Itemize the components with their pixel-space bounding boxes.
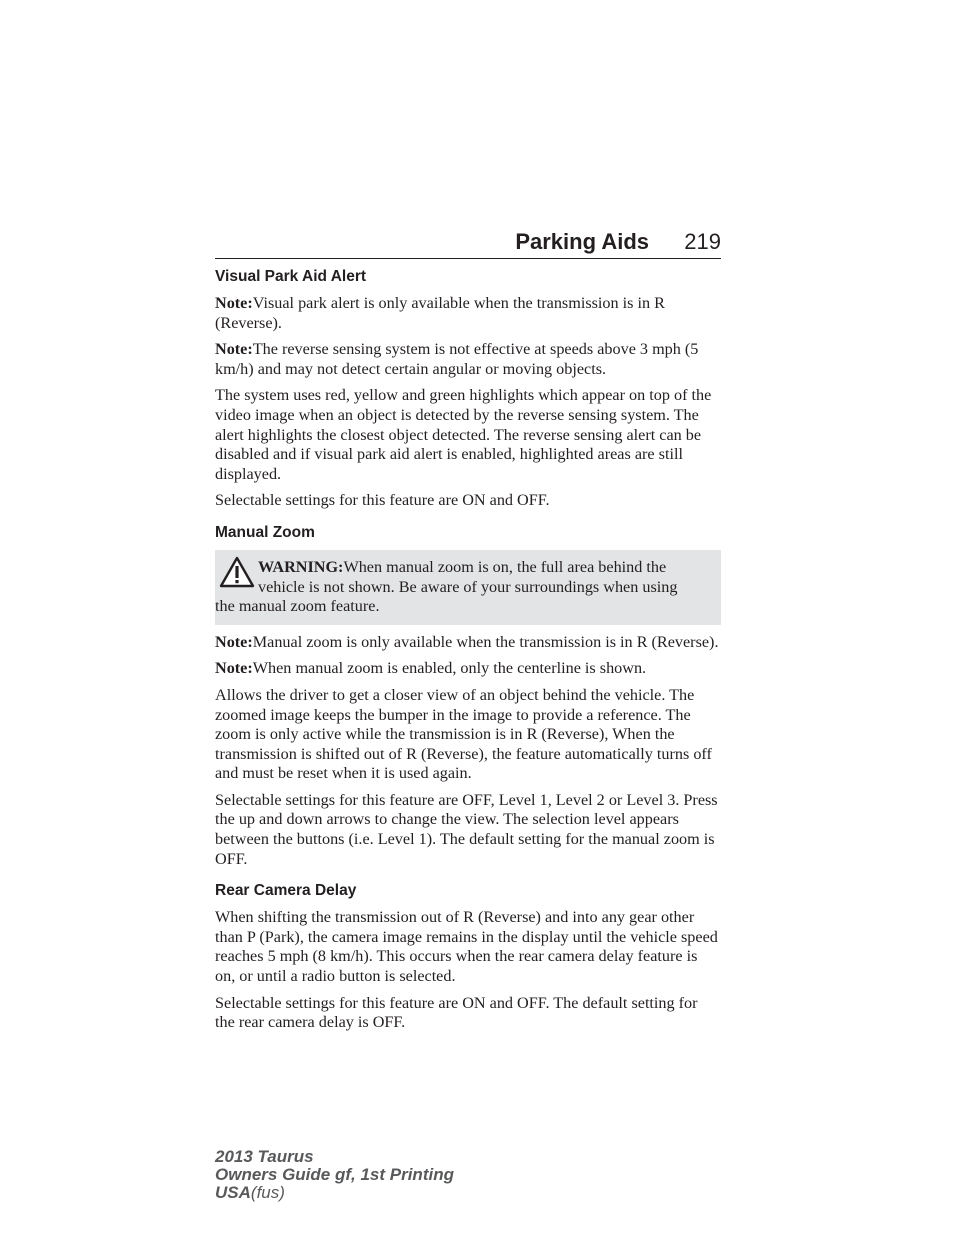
warning-line: vehicle is not shown. Be aware of your surroundings when using xyxy=(258,577,678,596)
page-content xyxy=(215,266,721,1040)
page-header xyxy=(215,228,721,259)
note-text: Visual park alert is only available when the transmission is in R (Reverse). xyxy=(215,294,665,332)
body-paragraph: When shifting the transmission out of R (Reverse) and into any gear other than P (Park), the camera image remains in the display until the vehicle speed reaches 5 mph (8 km/h). This occurs when the rear camera delay feature is on, or until a radio button is selected. xyxy=(215,908,718,986)
note-paragraph xyxy=(215,633,721,653)
footer-line: Owners Guide gf, 1st Printing xyxy=(215,1165,454,1184)
warning-line xyxy=(215,558,715,578)
page-number: 219 xyxy=(684,229,721,254)
warning-triangle-icon xyxy=(219,556,255,588)
note-label: Note: xyxy=(215,294,253,312)
page-footer xyxy=(215,1148,454,1202)
note-paragraph xyxy=(215,340,721,379)
note-paragraph xyxy=(215,294,721,333)
warning-line: the manual zoom feature. xyxy=(215,597,380,616)
warning-label: WARNING: xyxy=(258,557,344,576)
note-text: Manual zoom is only available when the transmission is in R (Reverse). xyxy=(252,632,719,651)
warning-text: When manual zoom is on, the full area behind the xyxy=(343,557,667,576)
section-title: Parking Aids xyxy=(515,229,649,254)
note-paragraph xyxy=(215,659,721,679)
footer-region: USA xyxy=(215,1183,251,1202)
footer-line: 2013 Taurus xyxy=(215,1147,314,1166)
body-paragraph: Selectable settings for this feature are OFF, Level 1, Level 2 or Level 3. Press the up and down arrows to change the view. The selection level appears between the buttons (i.e. Level 1). The default setting for the manual zoom is OFF. xyxy=(215,790,718,868)
footer-region-code: (fus) xyxy=(250,1183,285,1202)
note-label: Note: xyxy=(215,659,253,678)
body-paragraph: The system uses red, yellow and green highlights which appear on top of the video image when an object is detected by the reverse sensing system. The alert highlights the closest object detected. The reverse sensing alert can be disabled and if visual park aid alert is enabled, highlighted areas are still displayed. xyxy=(215,386,712,483)
note-text: The reverse sensing system is not effective at speeds above 3 mph (5 km/h) and may not detect certain angular or moving objects. xyxy=(215,340,699,378)
footer-line xyxy=(215,1184,454,1202)
body-paragraph: Selectable settings for this feature are ON and OFF. The default setting for the rear camera delay is OFF. xyxy=(215,993,698,1032)
heading-visual-park-aid-alert: Visual Park Aid Alert xyxy=(215,268,367,285)
note-label: Note: xyxy=(215,340,253,359)
note-label: Note: xyxy=(215,632,253,651)
body-paragraph: Allows the driver to get a closer view of an object behind the vehicle. The zoomed image keeps the bumper in the image to provide a reference. The zoom is only active while the transmission is in R (Reverse), When the transmission is shifted out of R (Reverse), the feature automatically turns off and must be reset when it is used again. xyxy=(215,685,712,783)
body-paragraph: Selectable settings for this feature are ON and OFF. xyxy=(215,491,550,510)
heading-rear-camera-delay: Rear Camera Delay xyxy=(215,882,357,900)
heading-manual-zoom: Manual Zoom xyxy=(215,523,315,541)
warning-box xyxy=(215,550,721,625)
note-text: When manual zoom is enabled, only the centerline is shown. xyxy=(252,659,647,678)
